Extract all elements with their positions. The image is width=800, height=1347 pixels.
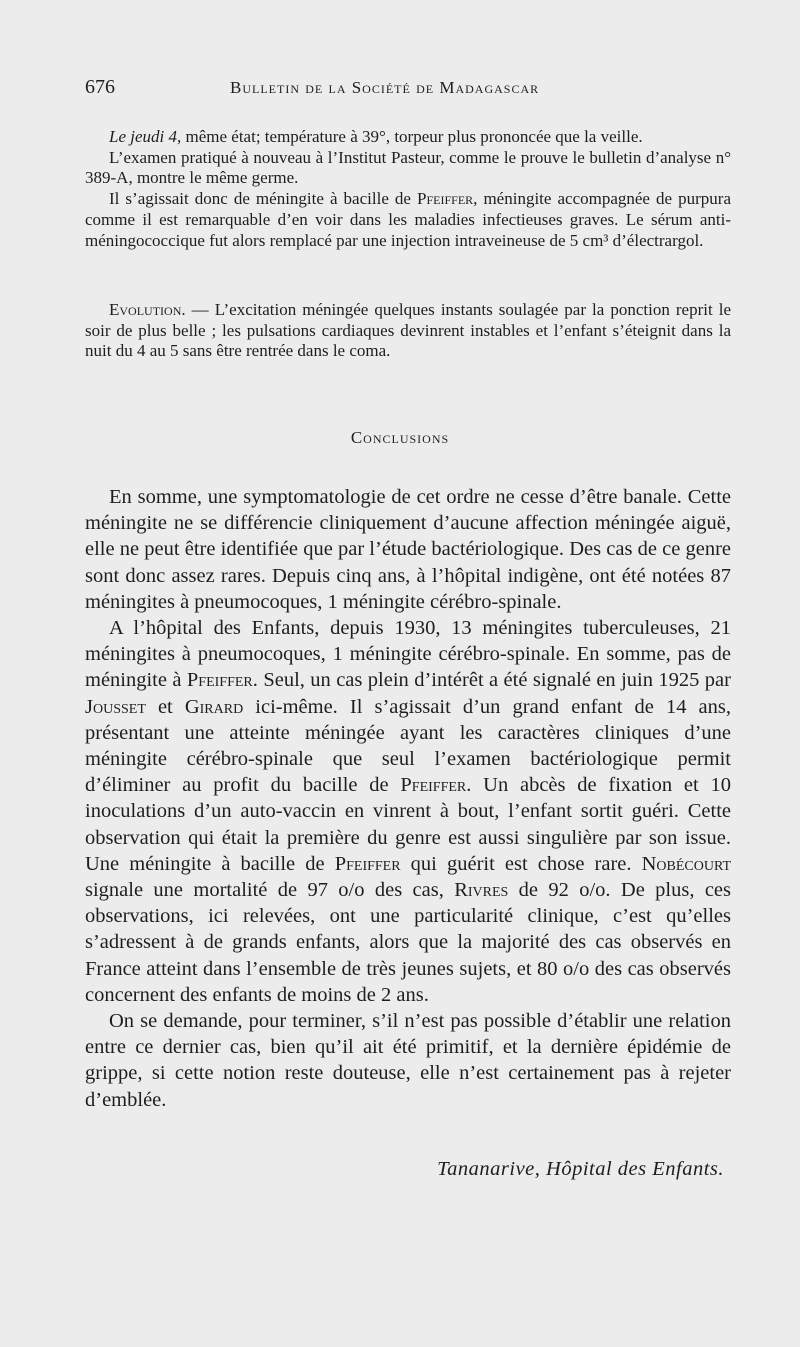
paragraph-evolution — [85, 300, 731, 362]
text-run: et — [145, 695, 185, 718]
conclusions-body — [85, 484, 731, 1113]
text-run: . Un abcès de fixation et 10 inoculations d’un auto-vaccin en vinrent à bout, l’enfant sortit guéri. Cette observation qui était la première du genre est aussi singulière par son issue. Une méningite à bacille de — [85, 774, 732, 875]
paragraph-examen: L’examen pratiqué à nouveau à l’Institut Pasteur, comme le prouve le bulletin d’analyse n° 389-A, montre le même germe. — [85, 147, 731, 188]
author-name: Pfeiffer — [417, 189, 474, 209]
text-run: signale une mortalité de 97 o/o des cas, — [85, 879, 455, 902]
author-name: Rivres — [454, 879, 509, 902]
text-run: Il s’agissait donc de méningite à bacille de — [109, 189, 418, 209]
text-run: . Seul, un cas plein d’intérêt a été signalé en juin 1925 par — [252, 669, 731, 692]
page-number: 676 — [85, 76, 115, 98]
running-title: Bulletin de la Société de Madagascar — [230, 78, 540, 97]
author-name: Pfeiffer — [400, 774, 467, 797]
paragraph-conclusion-2 — [85, 615, 731, 1008]
evolution-label: Evolution. — [109, 300, 186, 319]
paragraph-conclusion-3: On se demande, pour terminer, s’il n’est pas possible d’établir une relation entre ce dernier cas, bien qu’il ait été primitif, et la dernière épidémie de grippe, si cette notion reste douteuse, elle n’est certainement pas à rejeter d’emblée. — [85, 1010, 731, 1111]
paragraph-meningite — [85, 189, 731, 251]
paragraph-jeudi — [85, 127, 731, 148]
text-run: , méningite accompagnée de purpura comme il est remarquable d’en voir dans les maladies infectieuses graves. Le sérum anti-méningococcique fut alors remplacé par une injection intraveineuse de 5 cm³ d’électrargol. — [85, 189, 731, 250]
signature: Tananarive, Hôpital des Enfants. — [437, 1158, 724, 1180]
text-run: A l’hôpital des Enfants, depuis 1930, 13 méningites tuberculeuses, 21 méningites à pneumocoques, 1 méningite cérébro-spinale. En somme, pas de méningite à — [85, 617, 731, 692]
text-run: de 92 o/o. De plus, ces observations, ici relevées, ont une particularité clinique, c’est qu’elles s’adressent à de grands enfants, alors que la majorité des cas observés en France atteint dans l’ensemble de très jeunes sujets, et 80 o/o des cas observés concernent des enfants de moins de 2 ans. — [85, 879, 731, 1006]
text-run: ici-même. Il s’agissait d’un grand enfant de 14 ans, présentant une atteinte méningée ayant les caractères cliniques d’une méningite cérébro-spinale que seul l’examen bactériologique permit d’éliminer au profit du bacille de — [85, 695, 732, 797]
section-heading-conclusions: Conclusions — [350, 428, 450, 447]
paragraph-lead: Le jeudi 4, — [109, 127, 182, 146]
paragraph-text: même état; température à 39°, torpeur plus prononcée que la veille. — [181, 127, 643, 146]
author-name: Pfeiffer — [186, 669, 253, 692]
evolution-section — [85, 300, 731, 362]
author-name: Pfeiffer — [334, 852, 401, 875]
page-header — [85, 76, 735, 106]
author-name: Girard — [184, 695, 244, 718]
author-name: Jousset — [85, 695, 146, 718]
paragraph-conclusion-1: En somme, une symptomatologie de cet ordre ne cesse d’être banale. Cette méningite ne se différencie cliniquement d’aucune affection méningée aiguë, elle ne peut être identifiée que par l’étude bactériologique. Des cas de ce genre sont donc assez rares. Depuis cinq ans, à l’hôpital indigène, ont été notées 87 méningites à pneumocoques, 1 méningite cérébro-spinale. — [85, 486, 731, 613]
text-run: qui guérit est chose rare. — [400, 852, 642, 875]
author-name: Nobécourt — [641, 852, 732, 875]
case-report — [85, 127, 731, 251]
evolution-text: — L’excitation méningée quelques instants soulagée par la ponction reprit le soir de plus belle ; les pulsations cardiaques devinrent instables et l’enfant s’éteignit dans la nuit du 4 au 5 sans être rentrée dans le coma. — [85, 300, 731, 361]
